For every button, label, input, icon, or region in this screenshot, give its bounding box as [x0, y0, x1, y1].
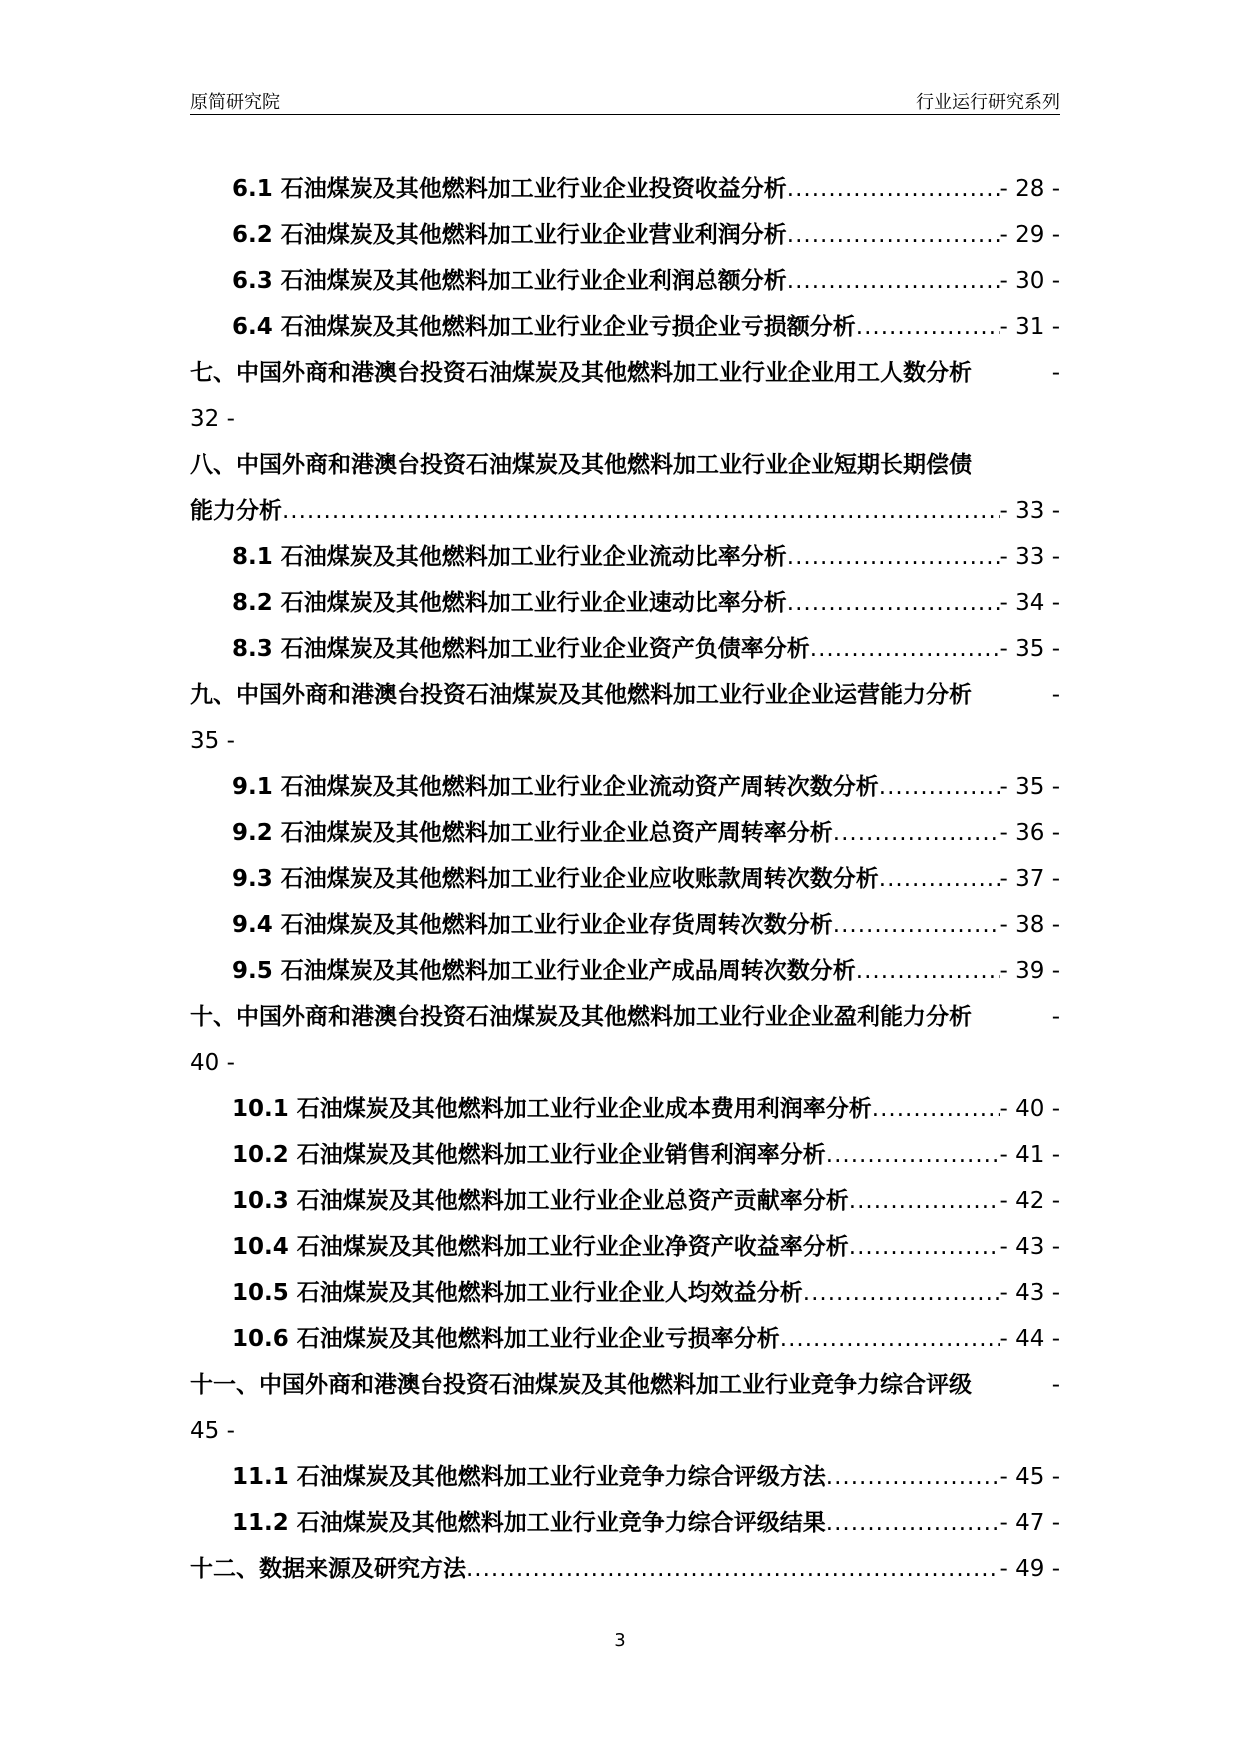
- toc-leader: [466, 1546, 1000, 1592]
- toc-entry-title: 9.4 石油煤炭及其他燃料加工业行业企业存货周转次数分析: [232, 912, 833, 938]
- toc-entry-6-4[interactable]: [190, 304, 1060, 350]
- toc-entry-page: - 43 -: [999, 1280, 1060, 1306]
- toc-entry-page: - 43 -: [999, 1234, 1060, 1260]
- toc-entry-title: 11.2 石油煤炭及其他燃料加工业行业竞争力综合评级结果: [232, 1510, 826, 1536]
- toc-entry-9-4[interactable]: [190, 902, 1060, 948]
- toc-entry-9-5[interactable]: [190, 948, 1060, 994]
- toc-entry-page: - 34 -: [999, 590, 1060, 616]
- toc-entry-10-1[interactable]: [190, 1086, 1060, 1132]
- table-of-contents: [190, 166, 1060, 1592]
- toc-entry-dash: -: [1051, 1372, 1060, 1398]
- toc-entry-8-3[interactable]: [190, 626, 1060, 672]
- toc-entry-11-2[interactable]: [190, 1500, 1060, 1546]
- toc-entry-page: - 29 -: [999, 222, 1060, 248]
- toc-leader: [826, 1132, 1000, 1178]
- toc-entry-10-3[interactable]: [190, 1178, 1060, 1224]
- toc-entry-ch9[interactable]: [190, 672, 1060, 764]
- toc-leader: [282, 488, 1000, 534]
- toc-entry-page: - 37 -: [999, 866, 1060, 892]
- toc-entry-9-1[interactable]: [190, 764, 1060, 810]
- toc-entry-page: - 33 -: [999, 544, 1060, 570]
- toc-leader: [803, 1270, 1000, 1316]
- toc-leader: [879, 764, 1000, 810]
- toc-entry-page: - 41 -: [999, 1142, 1060, 1168]
- toc-entry-title-line1: 八、中国外商和港澳台投资石油煤炭及其他燃料加工业行业企业短期长期偿债: [190, 452, 972, 478]
- toc-entry-10-6[interactable]: [190, 1316, 1060, 1362]
- toc-entry-title: 8.2 石油煤炭及其他燃料加工业行业企业速动比率分析: [232, 590, 787, 616]
- toc-leader: [810, 626, 1000, 672]
- toc-entry-page: - 31 -: [999, 314, 1060, 340]
- toc-entry-title: 9.2 石油煤炭及其他燃料加工业行业企业总资产周转率分析: [232, 820, 833, 846]
- toc-entry-page: - 38 -: [999, 912, 1060, 938]
- toc-entry-ch11[interactable]: [190, 1362, 1060, 1454]
- toc-entry-dash: -: [1051, 1004, 1060, 1030]
- page-number: 3: [614, 1630, 626, 1651]
- toc-entry-title: 8.3 石油煤炭及其他燃料加工业行业企业资产负债率分析: [232, 636, 810, 662]
- toc-entry-9-2[interactable]: [190, 810, 1060, 856]
- toc-entry-ch12[interactable]: [190, 1546, 1060, 1592]
- toc-entry-title: 8.1 石油煤炭及其他燃料加工业行业企业流动比率分析: [232, 544, 787, 570]
- toc-entry-9-3[interactable]: [190, 856, 1060, 902]
- toc-leader: [787, 580, 1000, 626]
- toc-entry-title: 九、中国外商和港澳台投资石油煤炭及其他燃料加工业行业企业运营能力分析: [190, 682, 972, 708]
- toc-leader: [856, 948, 1000, 994]
- toc-entry-page: - 47 -: [999, 1510, 1060, 1536]
- toc-entry-6-1[interactable]: [190, 166, 1060, 212]
- toc-entry-title: 9.1 石油煤炭及其他燃料加工业行业企业流动资产周转次数分析: [232, 774, 879, 800]
- toc-entry-page: - 49 -: [999, 1556, 1060, 1582]
- toc-entry-title: 6.1 石油煤炭及其他燃料加工业行业企业投资收益分析: [232, 176, 787, 202]
- toc-entry-title: 6.3 石油煤炭及其他燃料加工业行业企业利润总额分析: [232, 268, 787, 294]
- header-org: 原简研究院: [190, 92, 280, 113]
- toc-entry-title: 6.4 石油煤炭及其他燃料加工业行业企业亏损企业亏损额分析: [232, 314, 856, 340]
- toc-entry-page: 45 -: [190, 1418, 235, 1444]
- toc-entry-10-2[interactable]: [190, 1132, 1060, 1178]
- toc-leader: [879, 856, 1000, 902]
- toc-entry-title: 七、中国外商和港澳台投资石油煤炭及其他燃料加工业行业企业用工人数分析: [190, 360, 972, 386]
- toc-entry-page: - 28 -: [999, 176, 1060, 202]
- toc-entry-title: 11.1 石油煤炭及其他燃料加工业行业竞争力综合评级方法: [232, 1464, 826, 1490]
- toc-entry-title: 9.5 石油煤炭及其他燃料加工业行业企业产成品周转次数分析: [232, 958, 856, 984]
- toc-entry-page: - 36 -: [999, 820, 1060, 846]
- toc-entry-title: 10.5 石油煤炭及其他燃料加工业行业企业人均效益分析: [232, 1280, 803, 1306]
- toc-entry-title: 十一、中国外商和港澳台投资石油煤炭及其他燃料加工业行业竞争力综合评级: [190, 1372, 972, 1398]
- toc-entry-page: - 35 -: [999, 774, 1060, 800]
- toc-leader: [787, 212, 1000, 258]
- toc-entry-dash: -: [1051, 360, 1060, 386]
- toc-leader: [787, 258, 1000, 304]
- toc-entry-page: - 35 -: [999, 636, 1060, 662]
- toc-entry-page: 32 -: [190, 406, 235, 432]
- toc-entry-title: 10.3 石油煤炭及其他燃料加工业行业企业总资产贡献率分析: [232, 1188, 849, 1214]
- toc-leader: [849, 1224, 1000, 1270]
- toc-entry-title: 10.1 石油煤炭及其他燃料加工业行业企业成本费用利润率分析: [232, 1096, 872, 1122]
- toc-leader: [849, 1178, 1000, 1224]
- toc-leader: [833, 810, 1000, 856]
- toc-leader: [787, 166, 1000, 212]
- toc-leader: [826, 1454, 1000, 1500]
- toc-entry-ch7[interactable]: [190, 350, 1060, 442]
- toc-leader: [787, 534, 1000, 580]
- toc-entry-page: 35 -: [190, 728, 235, 754]
- toc-entry-title: 10.2 石油煤炭及其他燃料加工业行业企业销售利润率分析: [232, 1142, 826, 1168]
- toc-entry-ch8[interactable]: [190, 442, 1060, 534]
- toc-entry-11-1[interactable]: [190, 1454, 1060, 1500]
- toc-entry-page: - 44 -: [999, 1326, 1060, 1352]
- toc-entry-6-2[interactable]: [190, 212, 1060, 258]
- toc-entry-page: - 30 -: [999, 268, 1060, 294]
- toc-leader: [833, 902, 1000, 948]
- toc-entry-6-3[interactable]: [190, 258, 1060, 304]
- toc-entry-dash: -: [1051, 682, 1060, 708]
- toc-entry-title-line2: 能力分析: [190, 498, 282, 524]
- toc-entry-page: - 42 -: [999, 1188, 1060, 1214]
- toc-leader: [872, 1086, 1000, 1132]
- toc-entry-page: - 45 -: [999, 1464, 1060, 1490]
- toc-entry-10-5[interactable]: [190, 1270, 1060, 1316]
- toc-entry-8-1[interactable]: [190, 534, 1060, 580]
- toc-entry-title: 10.4 石油煤炭及其他燃料加工业行业企业净资产收益率分析: [232, 1234, 849, 1260]
- toc-entry-page: - 33 -: [999, 498, 1060, 524]
- toc-entry-title: 9.3 石油煤炭及其他燃料加工业行业企业应收账款周转次数分析: [232, 866, 879, 892]
- toc-entry-title: 十、中国外商和港澳台投资石油煤炭及其他燃料加工业行业企业盈利能力分析: [190, 1004, 972, 1030]
- toc-leader: [826, 1500, 1000, 1546]
- toc-leader: [856, 304, 1000, 350]
- toc-entry-page: - 39 -: [999, 958, 1060, 984]
- toc-entry-10-4[interactable]: [190, 1224, 1060, 1270]
- page-header: [190, 88, 1060, 115]
- toc-entry-ch10[interactable]: [190, 994, 1060, 1086]
- header-series: 行业运行研究系列: [916, 92, 1060, 113]
- toc-entry-page: 40 -: [190, 1050, 235, 1076]
- toc-entry-8-2[interactable]: [190, 580, 1060, 626]
- toc-entry-title: 十二、数据来源及研究方法: [190, 1556, 466, 1582]
- toc-leader: [780, 1316, 1000, 1362]
- toc-entry-title: 10.6 石油煤炭及其他燃料加工业行业企业亏损率分析: [232, 1326, 780, 1352]
- toc-entry-title: 6.2 石油煤炭及其他燃料加工业行业企业营业利润分析: [232, 222, 787, 248]
- toc-entry-page: - 40 -: [999, 1096, 1060, 1122]
